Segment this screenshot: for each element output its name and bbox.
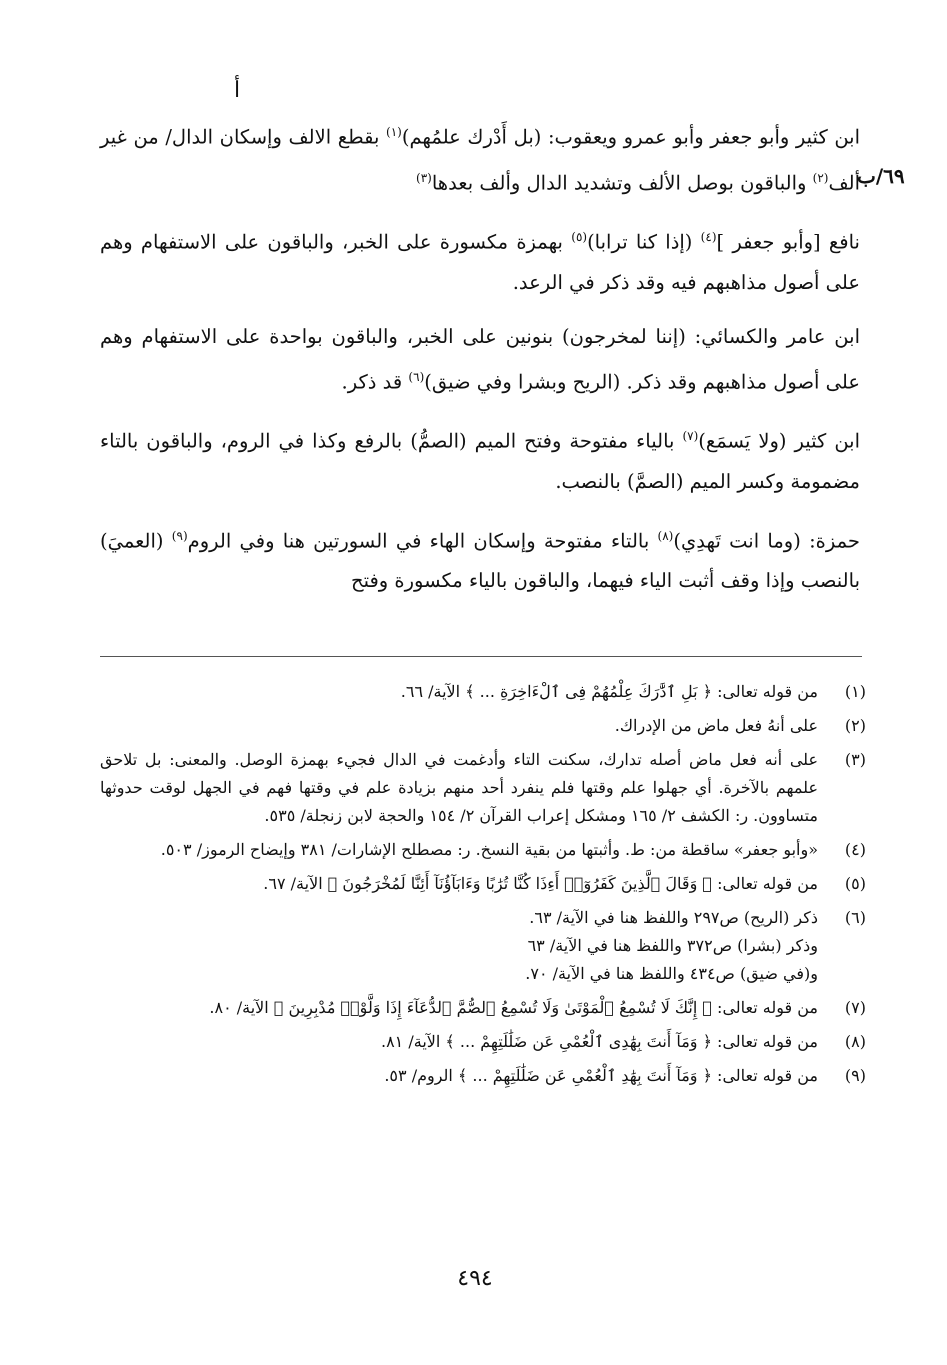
paragraph-text: (العميَ) بالنصب وإذا وقف أثبت الياء فيهما، والباقون بالياء مكسورة وفتح	[100, 529, 860, 592]
footnote	[100, 836, 870, 864]
footnote-marker: (٢)	[812, 170, 829, 185]
footnote-number: (٦)	[844, 908, 866, 927]
footnote-separator	[100, 656, 862, 657]
paragraph-text: بالياء مفتوحة وفتح الميم (الصمُّ) بالرفع وكذا في الروم، والباقون بالتاء مضمومة وكسر الميم (الصمَّ) بالنصب.	[100, 429, 860, 493]
paragraph-p2	[100, 217, 860, 303]
footnote-marker: (٣)	[416, 170, 432, 185]
paragraph-text: (إذا كنا ترابا)	[587, 230, 701, 254]
footnote-marker: (٥)	[571, 230, 588, 244]
footnote-line: على أنه فعل ماض أصله تدارك، سكنت التاء وأدغمت في الدال فجيء بهمزة الوصل. والمعنى: بل تلاحق علمهم بالآخرة. أي جهلوا علم وقتها فلم ينفرد أحد منهم بزيادة علم في وقتها فهم في الجهل لوقت حدوثها متساوون. ر: الكشف ٢/ ١٦٥ ومشكل إعراب القرآن ٢/ ١٥٤ والحجة لابن زنجلة/ ٥٣٥.	[100, 750, 818, 825]
footnote-line: من قوله تعالى: ﴿ وَمَآ أَنتَ بِهَٰدِ ٱلْعُمْىِ عَن ضَلَٰلَتِهِمْ ... ﴾ الروم/ ٥٣.	[384, 1066, 818, 1085]
footnote-line: من قوله تعالى: ﴿ وَمَآ أَنتَ بِهَٰدِى ٱلْعُمْىِ عَن ضَلَٰلَتِهِمْ ... ﴾ الآية/ ٨١.	[380, 1032, 818, 1051]
footnote-number: (٣)	[844, 750, 866, 769]
footnote-marker: (٨)	[657, 528, 674, 543]
paragraph-text: والباقون بوصل الألف وتشديد الدال وألف بعدها	[431, 171, 813, 194]
paragraph-p5	[100, 516, 860, 602]
footnote-line: ذكر (الريح) ص٢٩٧ واللفظ هنا في الآية/ ٦٣.	[529, 908, 818, 927]
paragraph-p4	[100, 416, 860, 502]
paragraph-text: حمزة: (وما انت تَهدِي)	[673, 529, 860, 552]
footnote-marker: (٦)	[408, 369, 425, 384]
footnote-line: من قوله تعالى: ﴿ إِنَّكَ لَا تُسْمِعُ ٱلْمَوْتَىٰ وَلَا تُسْمِعُ ٱلصُّمَّ ٱلدُّعَآءَ إِذَا وَلَّوْا۟ مُدْبِرِينَ ﴾ الآية/ ٨٠.	[209, 998, 818, 1017]
paragraph-text: قد ذكر.	[341, 370, 409, 393]
footnote	[100, 678, 870, 706]
footnote-line: من قوله تعالى: ﴿ بَلِ ٱدَّٰرَكَ عِلْمُهُمْ فِى ٱلْءَاخِرَةِ ... ﴾ الآية/ ٦٦.	[400, 682, 818, 701]
footnote-line: وذكر (بشرا) ص٣٧٢ واللفظ هنا في الآية/ ٦٣	[527, 936, 818, 955]
footnote	[100, 712, 870, 740]
footnote	[100, 1062, 870, 1090]
page-number: ٤٩٤	[457, 1266, 493, 1291]
footnote	[100, 746, 870, 830]
footnote-text	[100, 678, 818, 706]
paragraph-text: بهمزة مكسورة على الخبر، والباقون على الاستفهام وهم على أصول مذاهبهم فيه وقد ذكر في الرعد.	[100, 230, 860, 294]
footnote-text	[100, 712, 818, 740]
footnote-number: (١)	[844, 682, 866, 701]
footnote-number: (٧)	[844, 998, 866, 1017]
footnote-line: على أنهُ فعل ماض من الإدراك.	[614, 716, 818, 735]
footnote-number: (٥)	[844, 874, 866, 893]
footnote-marker: (١)	[386, 125, 402, 139]
paragraph-text: ابن كثير وأبو جعفر وأبو عمرو ويعقوب: (بل أَدْرك علمُهم)	[401, 125, 861, 149]
paragraph-text: بالتاء مفتوحة وإسكان الهاء في السورتين هنا وفي الروم	[187, 529, 658, 552]
footnote-text	[100, 994, 818, 1022]
footnote-text	[100, 746, 818, 830]
paragraph-text: بقطع الالف وإسكان الدال/ من غير ألف	[100, 125, 860, 194]
footnote-number: (٤)	[844, 840, 866, 859]
footnote	[100, 870, 870, 898]
footnotes	[100, 678, 870, 1096]
footnote-marker: (٤)	[700, 230, 717, 244]
footnote-marker: (٧)	[682, 429, 699, 443]
footnote-text	[100, 1028, 818, 1056]
footnote-text	[100, 904, 818, 988]
paragraph-p1	[100, 112, 860, 203]
footnote-text	[100, 870, 818, 898]
paragraph-text: ابن كثير (ولا يَسمَع)	[698, 429, 861, 453]
footnote-line: «وأبو جعفر» ساقطة من: ط. وأثبتها من بقية النسخ. ر: مصطلح الإشارات/ ٣٨١ وإيضاح الرموز/ ٥٠٣.	[160, 840, 818, 859]
footnote-number: (٢)	[844, 716, 866, 735]
main-text	[100, 112, 860, 615]
corner-mark: أ	[234, 78, 241, 103]
footnote-text	[100, 836, 818, 864]
paragraph-text: ابن عامر والكسائي: (إننا لمخرجون) بنونين على الخبر، والباقون بواحدة على الاستفهام وهم على أصول مذاهبهم وقد ذكر. (الريح وبشرا وفي ضيق)	[100, 324, 860, 393]
footnote-number: (٨)	[844, 1032, 866, 1051]
footnote	[100, 904, 870, 988]
footnote	[100, 1028, 870, 1056]
footnote-text	[100, 1062, 818, 1090]
paragraph-text: نافع [وأبو جعفر ]	[716, 230, 860, 254]
paragraph-p3	[100, 317, 860, 403]
footnote-line: من قوله تعالى: ﴿ وَقَالَ ٱلَّذِينَ كَفَرُوٓا۟ أَءِذَا كُنَّا تُرَٰبًا وَءَابَآؤُنَآ أَئِنَّا لَمُخْرَجُونَ ﴾ الآية/ ٦٧.	[263, 874, 818, 893]
footnote-line: و(في ضيق) ص٤٣٤ واللفظ هنا في الآية/ ٧٠.	[525, 964, 818, 983]
footnote	[100, 994, 870, 1022]
footnote-marker: (٩)	[171, 528, 188, 543]
footnote-number: (٩)	[844, 1066, 866, 1085]
manuscript-folio-reference: ٦٩/ب	[857, 164, 905, 188]
